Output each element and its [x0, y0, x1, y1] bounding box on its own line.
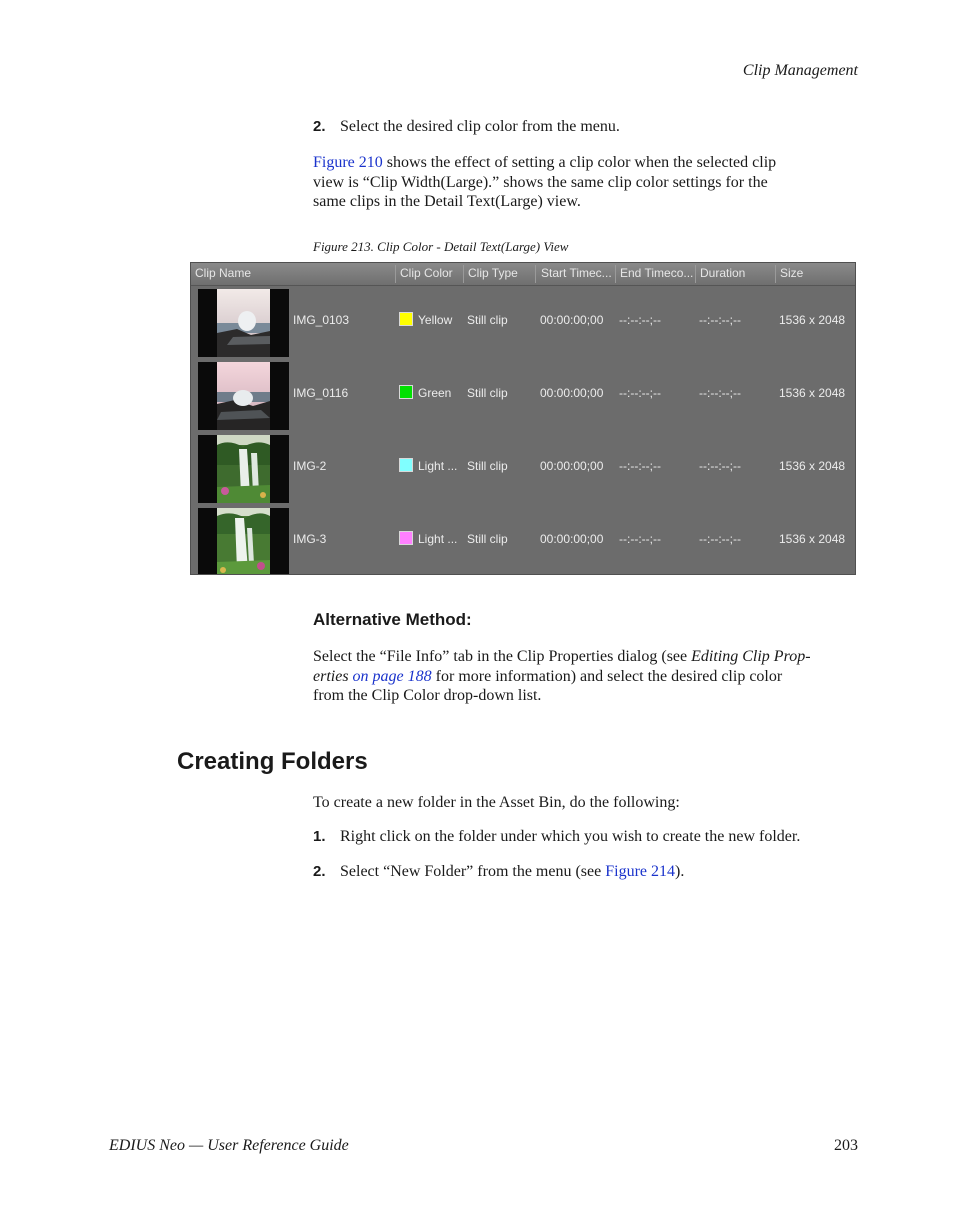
column-divider[interactable] [695, 265, 696, 283]
column-header-clip-name[interactable]: Clip Name [195, 266, 252, 280]
table-row[interactable] [191, 432, 855, 505]
end-timecode: --:--:--;-- [619, 313, 661, 327]
clip-color-swatch [399, 385, 413, 399]
clip-name: IMG-2 [293, 459, 327, 473]
clip-detail-view [190, 262, 856, 575]
alt-text: for more information) and select the desired clip color [431, 667, 783, 685]
table-row[interactable] [191, 359, 855, 432]
duration: --:--:--;-- [699, 459, 741, 473]
duration: --:--:--;-- [699, 386, 741, 400]
table-header [191, 263, 855, 286]
intro-paragraph [313, 153, 873, 212]
column-header-end-timecode[interactable]: End Timeco... [620, 266, 694, 280]
running-head: Clip Management [742, 62, 858, 79]
column-divider[interactable] [395, 265, 396, 283]
end-timecode: --:--:--;-- [619, 532, 661, 546]
section-subheading: Alternative Method: [313, 610, 472, 629]
page-link[interactable]: on page 188 [348, 667, 432, 685]
section-heading: Creating Folders [177, 748, 368, 775]
clip-type: Still clip [467, 313, 508, 327]
alt-text-italic: erties [313, 667, 349, 685]
footer-title: EDIUS Neo — User Reference Guide [109, 1137, 349, 1154]
step-number: 2. [313, 863, 326, 880]
clip-size: 1536 x 2048 [779, 459, 846, 473]
alt-text: from the Clip Color drop-down list. [313, 687, 542, 704]
start-timecode: 00:00:00;00 [540, 313, 604, 327]
column-divider[interactable] [775, 265, 776, 283]
column-divider[interactable] [615, 265, 616, 283]
clip-thumbnail [198, 508, 289, 575]
figure-caption: Figure 213. Clip Color - Detail Text(Large) View [313, 239, 569, 254]
column-header-clip-color[interactable]: Clip Color [400, 266, 453, 280]
end-timecode: --:--:--;-- [619, 459, 661, 473]
step-text-part: ). [675, 863, 685, 880]
step-text: Right click on the folder under which you wish to create the new folder. [340, 828, 801, 845]
alt-method-paragraph [313, 647, 873, 706]
start-timecode: 00:00:00;00 [540, 386, 604, 400]
clip-thumbnail [198, 435, 289, 503]
clip-type: Still clip [467, 386, 508, 400]
clip-color-label: Light ... [418, 532, 458, 546]
clip-color-swatch [399, 312, 413, 326]
page-number: 203 [834, 1137, 858, 1154]
waterfall-icon [217, 435, 270, 503]
column-divider[interactable] [535, 265, 536, 283]
table-row[interactable] [191, 286, 855, 359]
clip-type: Still clip [467, 532, 508, 546]
column-divider[interactable] [463, 265, 464, 283]
alt-text: Select the “File Info” tab in the Clip Properties dialog (see [313, 648, 692, 665]
clip-color-label: Yellow [418, 313, 453, 327]
clip-size: 1536 x 2048 [779, 313, 846, 327]
clip-type: Still clip [467, 459, 508, 473]
duration: --:--:--;-- [699, 532, 741, 546]
step-number: 1. [313, 828, 326, 845]
start-timecode: 00:00:00;00 [540, 532, 604, 546]
start-timecode: 00:00:00;00 [540, 459, 604, 473]
step-text-part: Select “New Folder” from the menu (see [340, 863, 606, 880]
clip-color-label: Light ... [418, 459, 458, 473]
step-text: Select the desired clip color from the menu. [340, 118, 620, 135]
clip-name: IMG-3 [293, 532, 327, 546]
column-header-duration[interactable]: Duration [700, 266, 746, 280]
duration: --:--:--;-- [699, 313, 741, 327]
end-timecode: --:--:--;-- [619, 386, 661, 400]
figure-link[interactable]: Figure 214 [605, 863, 676, 880]
intro-line: same clips in the Detail Text(Large) view. [313, 193, 581, 210]
clip-color-swatch [399, 458, 413, 472]
clip-color-label: Green [418, 386, 452, 400]
intro-line: view is “Clip Width(Large).” shows the same clip color settings for the [313, 173, 768, 191]
step-text [340, 862, 684, 882]
figure-link[interactable]: Figure 210 [313, 154, 383, 171]
clip-name: IMG_0116 [293, 386, 349, 400]
waterfall-icon [217, 508, 270, 575]
clip-thumbnail [198, 289, 289, 357]
clip-color-swatch [399, 531, 413, 545]
step-number: 2. [313, 118, 326, 135]
column-header-clip-type[interactable]: Clip Type [468, 266, 518, 280]
ocean-surf-icon [217, 289, 270, 357]
table-row[interactable] [191, 505, 855, 575]
alt-text-italic: Editing Clip Prop- [691, 648, 811, 665]
clip-thumbnail [198, 362, 289, 430]
section-intro: To create a new folder in the Asset Bin, do the following: [313, 794, 680, 811]
column-header-start-timecode[interactable]: Start Timec... [541, 266, 612, 280]
ocean-surf-icon [217, 362, 270, 430]
intro-text: shows the effect of setting a clip color when the selected clip [382, 154, 777, 171]
clip-size: 1536 x 2048 [779, 386, 846, 400]
clip-size: 1536 x 2048 [779, 532, 846, 546]
column-header-size[interactable]: Size [780, 266, 804, 280]
clip-name: IMG_0103 [293, 313, 350, 327]
